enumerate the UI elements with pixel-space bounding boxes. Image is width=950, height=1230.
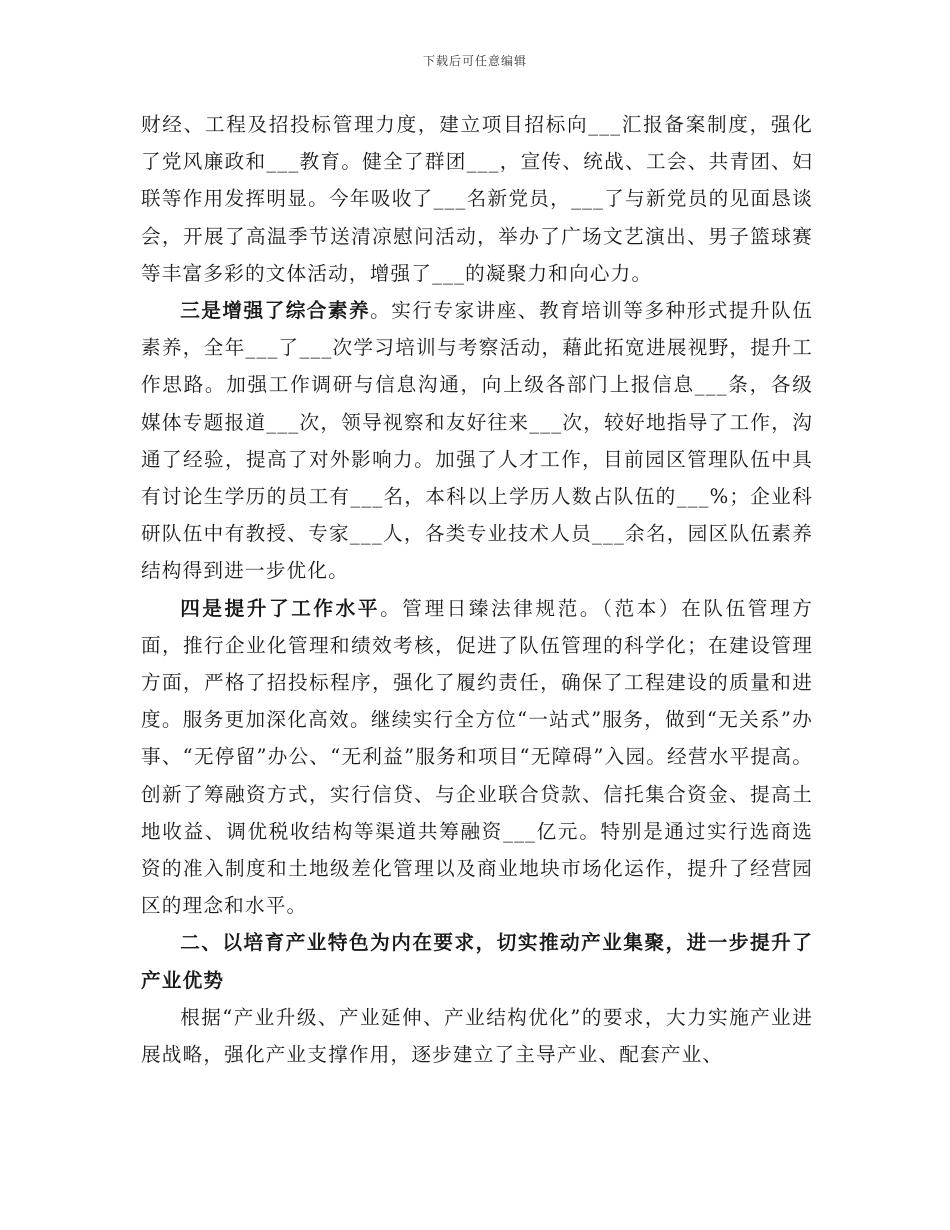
section-heading-industry: 二、以培育产业特色为内在要求，切实推动产业集聚，进一步提升了产业优势 [141, 931, 813, 992]
paragraph-lead-work-level: 四是提升了工作水平 [180, 596, 381, 620]
document-body [141, 106, 813, 1073]
page-header: 下载后可任意编辑 [422, 54, 527, 68]
paragraph-comprehensive-quality [141, 292, 813, 590]
paragraph-work-level [141, 590, 813, 925]
paragraph-lead-comprehensive-quality: 三是增强了综合素养 [180, 299, 371, 323]
paragraph-party-building: 财经、工程及招投标管理力度，建立项目招标向___汇报备案制度，强化了党风廉政和___教育。健全了群团___，宣传、统战、工会、共青团、妇联等作用发挥明显。今年吸收了___名新党员，___了与新党员的见面恳谈会，开展了高温季节送清凉慰问活动，举办了广场文艺演出、男子篮球赛等丰富多彩的文体活动，增强了___的凝聚力和向心力。 [141, 113, 813, 285]
paragraph-body-comprehensive-quality: 。实行专家讲座、教育培训等多种形式提升队伍素养，全年___了___次学习培训与考察活动，藉此拓宽进展视野，提升工作思路。加强工作调研与信息沟通，向上级各部门上报信息___条，各级媒体专题报道___次，领导视察和友好往来___次，较好地指导了工作，沟通了经验，提高了对外影响力。加强了人才工作，目前园区管理队伍中具有讨论生学历的员工有___名，本科以上学历人数占队伍的___%；企业科研队伍中有教授、专家___人，各类专业技术人员___余名，园区队伍素养结构得到进一步优化。 [141, 299, 813, 583]
paragraph-body-work-level: 。管理日臻法律规范。（范本）在队伍管理方面，推行企业化管理和绩效考核，促进了队伍管理的科学化；在建设管理方面，严格了招投标程序，强化了履约责任，确保了工程建设的质量和进度。服务更加深化高效。继续实行全方位“一站式”服务，做到“无关系”办事、“无停留”办公、“无利益”服务和项目“无障碍”入园。经营水平提高。创新了筹融资方式，实行信贷、与企业联合贷款、信托集合资金、提高土地收益、调优税收结构等渠道共筹融资___亿元。特别是通过实行选商选资的准入制度和土地级差化管理以及商业地块市场化运作，提升了经营园区的理念和水平。 [141, 596, 813, 918]
paragraph-industry-development: 根据“产业升级、产业延伸、产业结构优化”的要求，大力实施产业进展战略，强化产业支撑作用，逐步建立了主导产业、配套产业、 [141, 1005, 813, 1067]
